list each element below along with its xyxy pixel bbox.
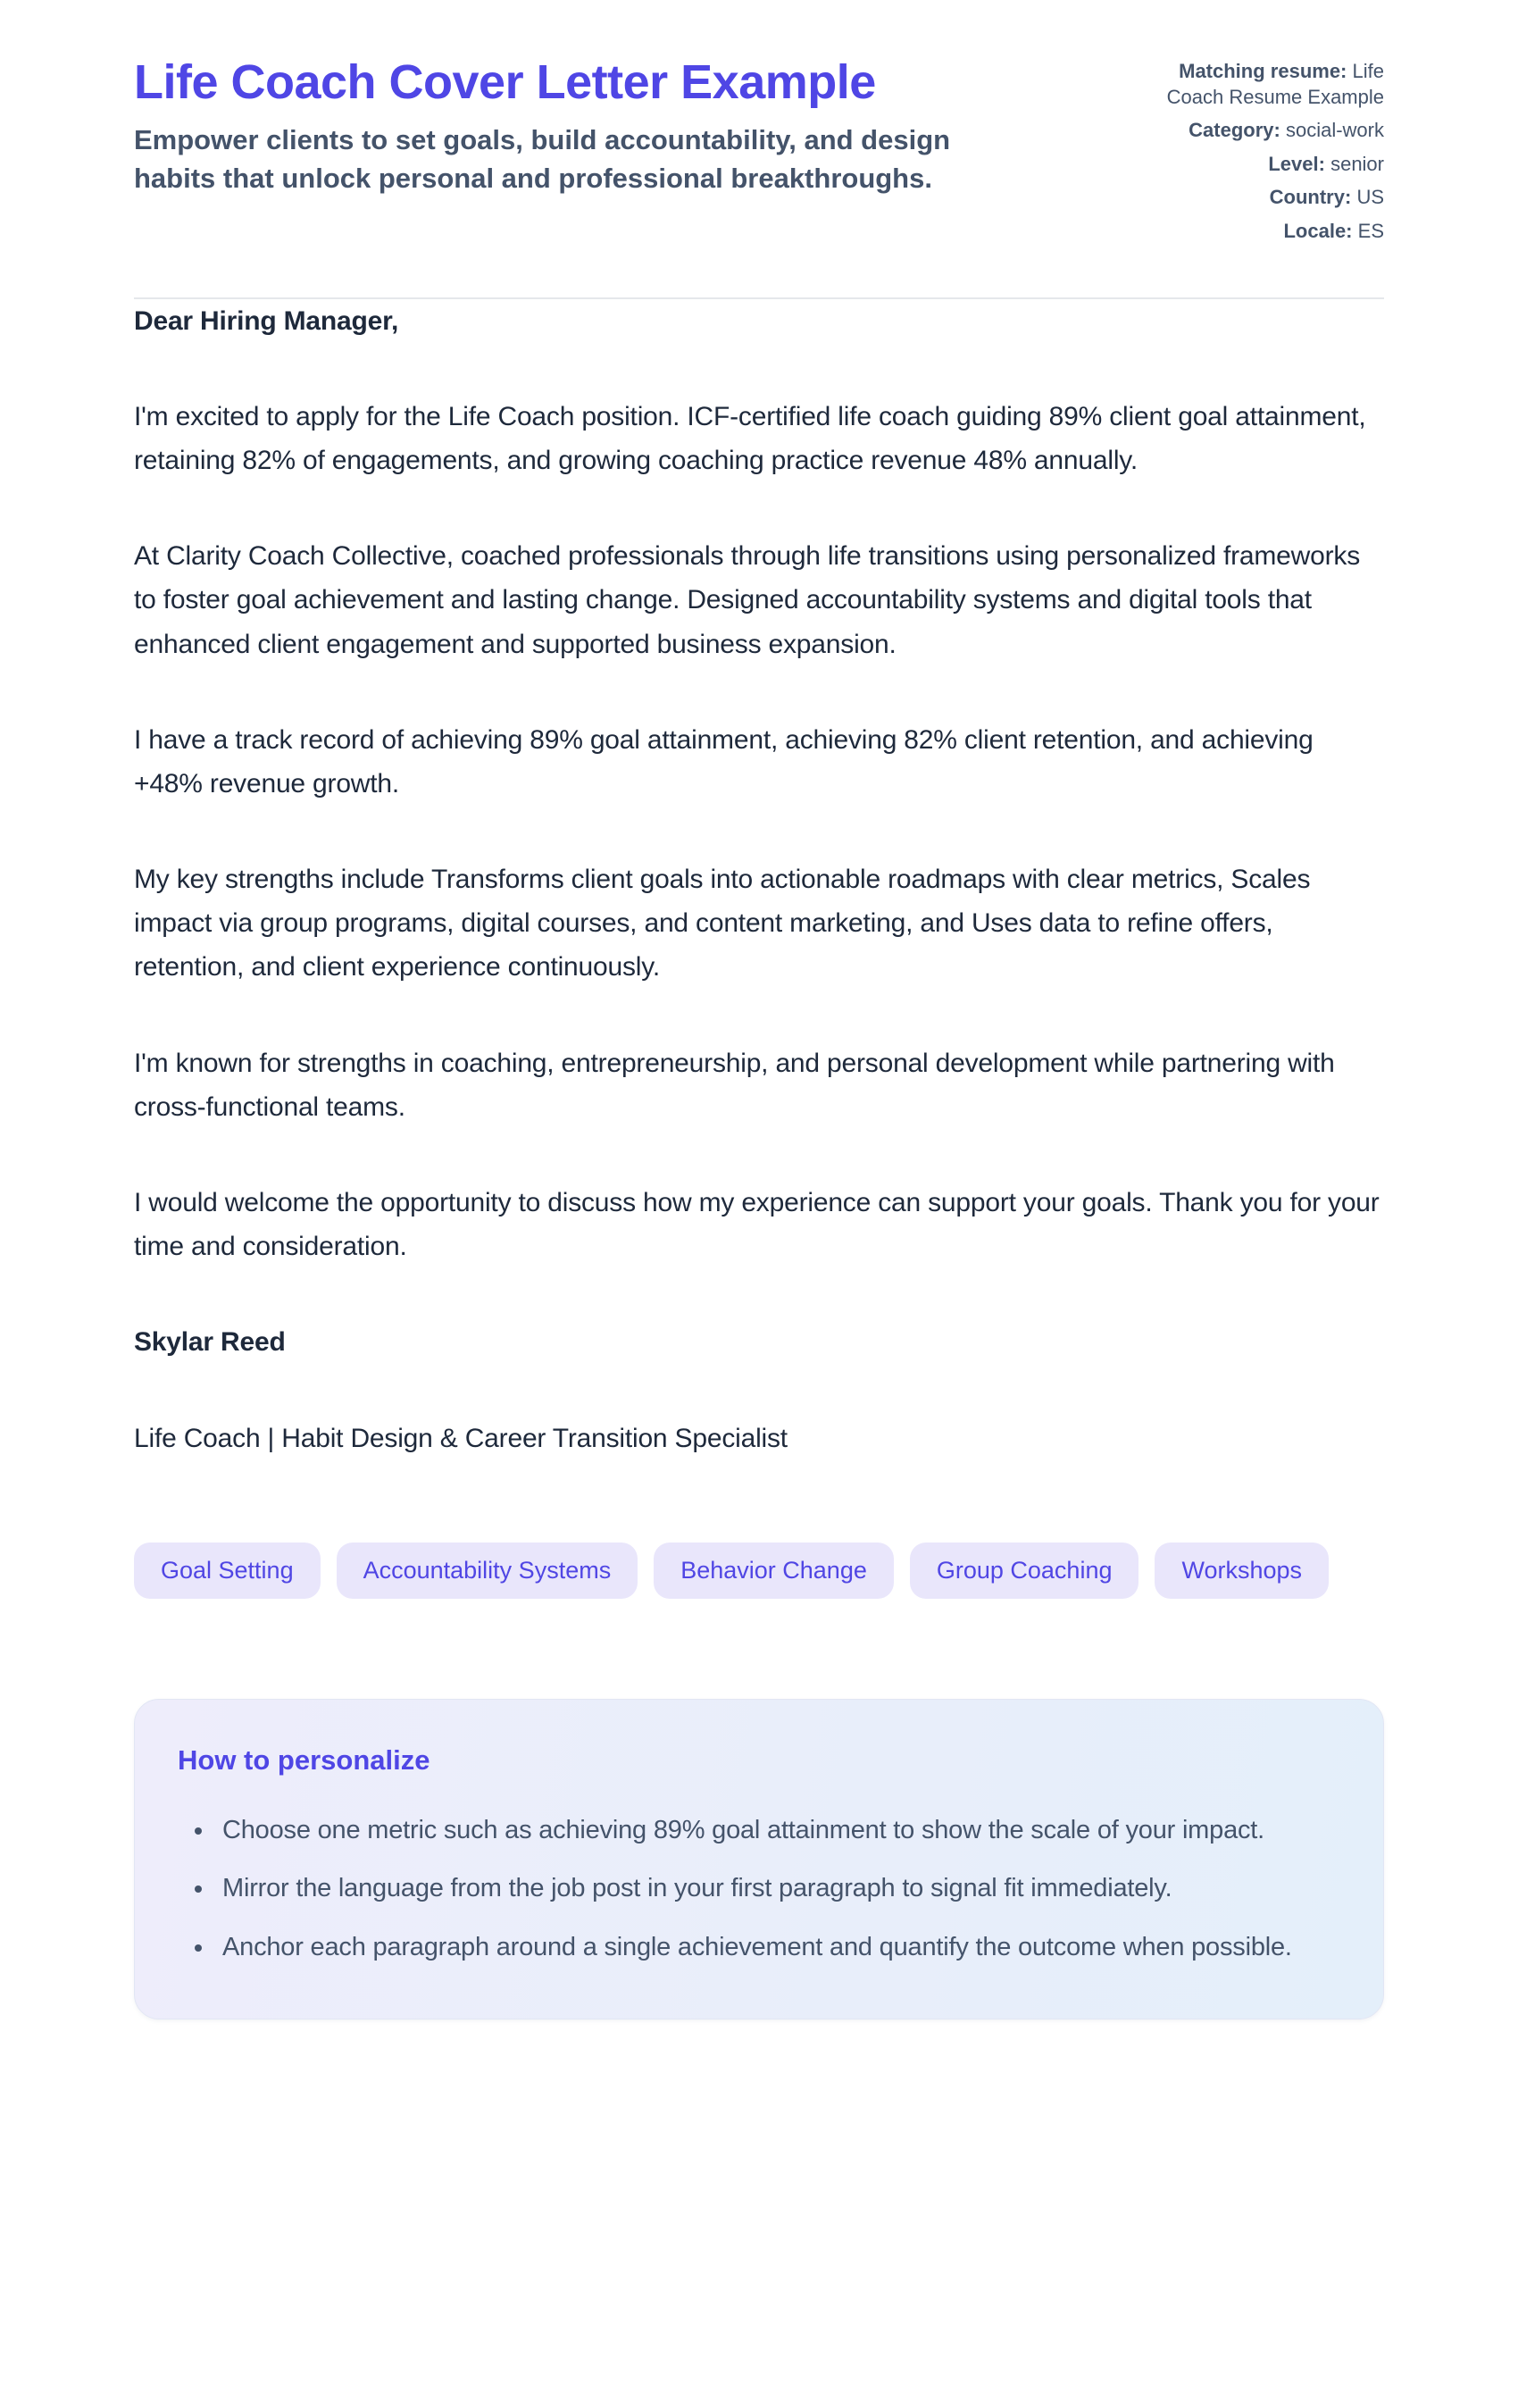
meta-label: Country: (1269, 186, 1352, 209)
letter-body (134, 299, 1384, 2019)
skill-tag-chip: Behavior Change (654, 1543, 894, 1599)
skill-tag-chip: Accountability Systems (337, 1543, 638, 1599)
resume-meta-panel (1150, 59, 1384, 253)
title-block (134, 55, 982, 198)
letter-paragraph: I'm excited to apply for the Life Coach position. ICF-certified life coach guiding 89% client goal attainment, retaining 82% of engagements, and growing coaching practice revenue 48% annually. (134, 401, 1366, 475)
meta-value: US (1356, 186, 1384, 209)
personalize-tips-list (178, 1807, 1334, 1972)
meta-value: social-work (1285, 119, 1384, 142)
signature-name: Skylar Reed (134, 1327, 286, 1358)
personalize-tips-box (134, 1699, 1384, 2019)
meta-value: ES (1357, 219, 1384, 242)
personalize-tip-item: • Choose one metric such as achieving 89% goal attainment to show the scale of your impact. (215, 1807, 1334, 1855)
meta-label: Category: (1189, 119, 1280, 142)
letter-paragraph: At Clarity Coach Collective, coached professionals through life transitions using personalized frameworks to foster goal achievement and lasting change. Designed accountability systems and digital tools that enhanced client engagement and supported business expansion. (134, 541, 1361, 659)
meta-value: senior (1330, 152, 1384, 175)
skill-tag-chip: Workshops (1155, 1543, 1329, 1599)
meta-item (1150, 59, 1384, 110)
meta-item (1150, 219, 1384, 245)
meta-item (1150, 185, 1384, 211)
signature-role: Life Coach | Habit Design & Career Transition Specialist (134, 1423, 788, 1453)
skill-tags-row (134, 1543, 1384, 1599)
meta-label: Locale: (1283, 219, 1353, 242)
letter-paragraph: I have a track record of achieving 89% goal attainment, achieving 82% client retention, and achieving +48% revenue growth. (134, 724, 1314, 798)
page-title: Life Coach Cover Letter Example (134, 55, 876, 109)
letter-paragraphs (134, 395, 1384, 1269)
personalize-title: How to personalize (178, 1743, 430, 1776)
page-subtitle: Empower clients to set goals, build accountability, and design habits that unlock personal and professional breakthroughs. (134, 124, 951, 195)
meta-item (1150, 152, 1384, 178)
meta-label: Level: (1268, 152, 1325, 175)
meta-value: Life Coach Resume Example (1166, 60, 1384, 108)
personalize-tip-item: • Anchor each paragraph around a single achievement and quantify the outcome when possible. (215, 1924, 1334, 1972)
meta-item (1150, 118, 1384, 144)
letter-paragraph: I would welcome the opportunity to discuss how my experience can support your goals. Thank you for your time and consideration. (134, 1188, 1380, 1262)
signature-block (134, 1320, 1384, 1459)
skill-tag-chip: Group Coaching (910, 1543, 1139, 1599)
page-header (134, 55, 1384, 253)
letter-paragraph: My key strengths include Transforms client goals into actionable roadmaps with clear metrics, Scales impact via group programs, digital courses, and content marketing, and Uses data to refine offers, retention, and client experience continuously. (134, 865, 1311, 982)
greeting: Dear Hiring Manager, (134, 305, 399, 336)
personalize-tip-item: • Mirror the language from the job post in your first paragraph to signal fit immediately. (215, 1865, 1334, 1913)
meta-label: Matching resume: (1179, 60, 1347, 82)
skill-tag-chip: Goal Setting (134, 1543, 321, 1599)
letter-paragraph: I'm known for strengths in coaching, entrepreneurship, and personal development while partnering with cross-functional teams. (134, 1048, 1335, 1122)
